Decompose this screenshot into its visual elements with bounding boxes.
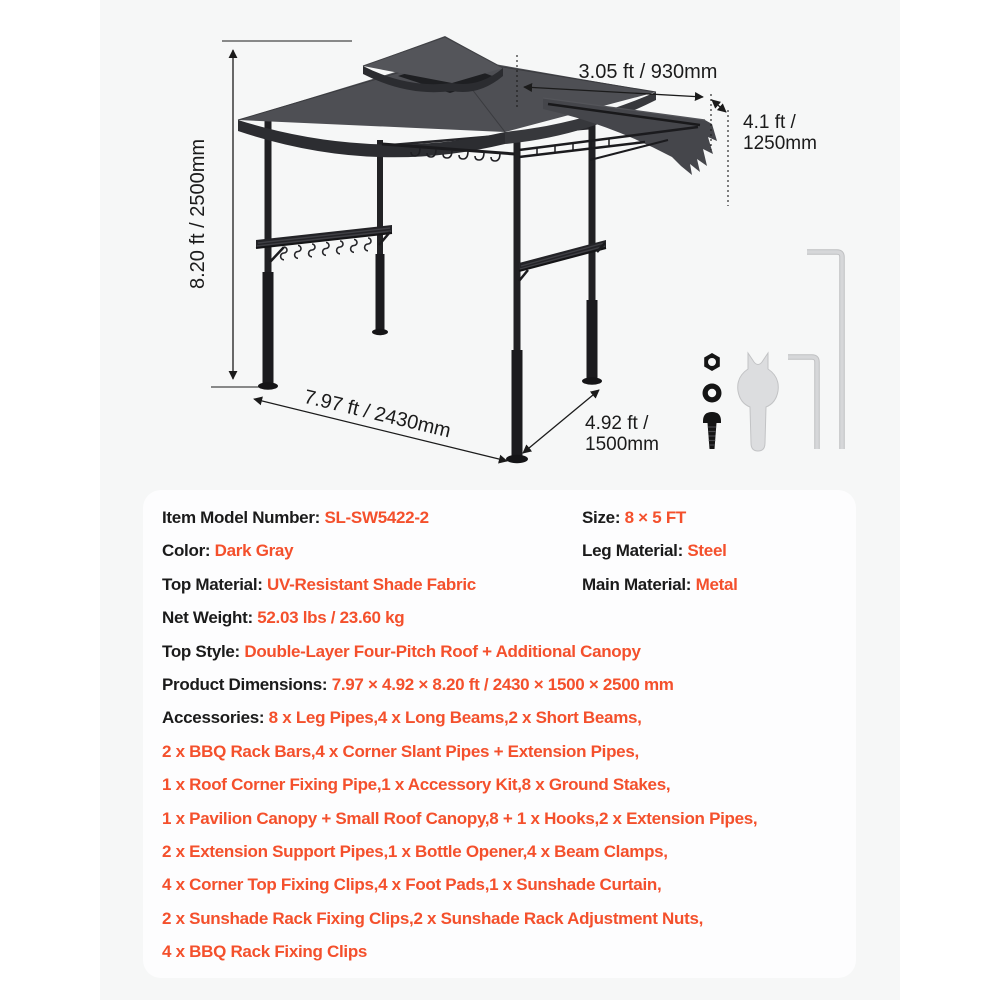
side-dimension [711, 94, 728, 206]
spec-label: Size: [582, 508, 625, 527]
spec-value: 1 x Pavilion Canopy + Small Roof Canopy,8 + 1 x Hooks,2 x Extension Pipes, [162, 808, 758, 828]
spec-value: 4 x BBQ Rack Fixing Clips [162, 942, 368, 962]
spec-value: 2 x Extension Support Pipes,1 x Bottle Opener,4 x Beam Clamps, [162, 841, 668, 861]
allen-key-short-icon [788, 357, 817, 449]
spec-value: Metal [695, 574, 738, 594]
side-dimension-label-line2: 1250mm [743, 133, 817, 154]
spec-right-column [582, 501, 686, 534]
hex-nut-icon [704, 353, 720, 371]
foot-pad [372, 329, 388, 335]
spec-label: Product Dimensions: [162, 674, 332, 694]
spec-row [162, 902, 856, 935]
spec-row [162, 635, 856, 668]
spec-label: Main Material: [582, 574, 696, 594]
spec-row [162, 701, 856, 734]
spec-value: 8 x Leg Pipes,4 x Long Beams,2 x Short Beams, [268, 708, 642, 728]
spec-value: 2 x BBQ Rack Bars,4 x Corner Slant Pipes + Extension Pipes, [162, 741, 639, 761]
spec-label: Accessories: [162, 708, 269, 728]
spec-label: Top Style: [162, 641, 245, 661]
spec-row [162, 601, 856, 634]
spec-value: 2 x Sunshade Rack Fixing Clips,2 x Sunshade Rack Adjustment Nuts, [162, 908, 704, 928]
top-dimension-label: 3.05 ft / 930mm [578, 61, 718, 83]
gazebo-diagram [0, 0, 1000, 490]
spec-label: Leg Material: [582, 541, 688, 561]
spec-value: UV-Resistant Shade Fabric [267, 574, 476, 594]
spec-panel [143, 490, 856, 978]
spec-right-column [582, 534, 727, 567]
spec-value: 52.03 lbs / 23.60 kg [257, 608, 405, 628]
spec-row [162, 568, 856, 601]
spec-right-column [582, 568, 738, 601]
spec-value: Steel [687, 541, 727, 561]
spec-row [162, 802, 856, 835]
depth-dimension-label-line1: 4.92 ft / [585, 413, 649, 434]
depth-dimension-label-line2: 1500mm [585, 434, 659, 455]
spec-rows [162, 501, 856, 968]
width-dimension-label: 7.97 ft / 2430mm [301, 385, 453, 443]
allen-key-tall-icon [807, 252, 842, 449]
spec-row [162, 935, 856, 968]
foot-pad [582, 377, 602, 385]
spec-row [162, 835, 856, 868]
spec-row [162, 868, 856, 901]
spec-row [162, 668, 856, 701]
height-dimension-label: 8.20 ft / 2500mm [187, 138, 209, 290]
spec-row [162, 735, 856, 768]
spec-value: 4 x Corner Top Fixing Clips,4 x Foot Pads,1 x Sunshade Curtain, [162, 875, 662, 895]
spec-value: Double-Layer Four-Pitch Roof + Additional Canopy [244, 641, 641, 661]
spec-label: Color: [162, 541, 215, 561]
foot-pad [506, 455, 528, 463]
spec-value: 7.97 × 4.92 × 8.20 ft / 2430 × 1500 × 2500 mm [331, 674, 674, 694]
screw-icon [703, 412, 721, 449]
spec-label: Net Weight: [162, 608, 258, 628]
gazebo-frame-rear [258, 112, 602, 463]
foot-pad [258, 382, 278, 390]
left-shelf [256, 225, 392, 262]
spec-row [162, 768, 856, 801]
included-tools [703, 252, 843, 451]
spec-label: Item Model Number: [162, 508, 325, 527]
side-dimension-label-line1: 4.1 ft / [743, 112, 796, 133]
washer-icon [703, 384, 722, 403]
spec-value: Dark Gray [214, 541, 294, 561]
spec-value: 8 × 5 FT [624, 508, 686, 527]
wrench-icon [738, 353, 779, 451]
spec-label: Top Material: [162, 574, 268, 594]
spec-value: 1 x Roof Corner Fixing Pipe,1 x Accessory Kit,8 x Ground Stakes, [162, 775, 671, 795]
spec-row [162, 501, 856, 534]
spec-row [162, 534, 856, 567]
spec-value: SL-SW5422-2 [324, 508, 429, 527]
